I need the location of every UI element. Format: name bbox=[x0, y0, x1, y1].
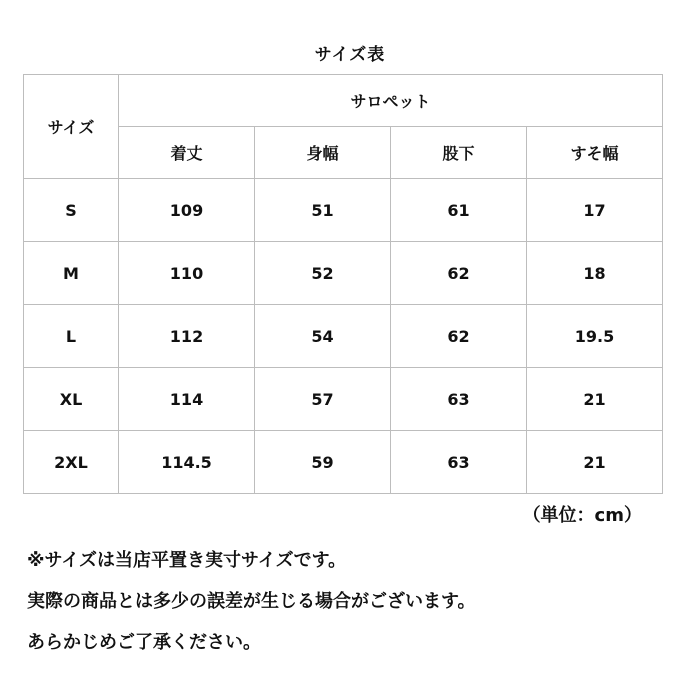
page-title: サイズ表 bbox=[314, 45, 386, 65]
size-table bbox=[23, 74, 663, 494]
table-header-row bbox=[24, 75, 663, 127]
table-row bbox=[24, 431, 663, 494]
size-cell: M bbox=[24, 242, 119, 305]
value-cell: 63 bbox=[391, 431, 527, 494]
value-cell: 19.5 bbox=[527, 305, 663, 368]
product-header-cell: サロペット bbox=[119, 75, 663, 127]
value-cell: 110 bbox=[119, 242, 255, 305]
value-cell: 21 bbox=[527, 368, 663, 431]
value-cell: 52 bbox=[255, 242, 391, 305]
note-line: ※サイズは当店平置き実寸サイズです。 bbox=[27, 550, 347, 571]
value-cell: 21 bbox=[527, 431, 663, 494]
size-cell: S bbox=[24, 179, 119, 242]
value-cell: 62 bbox=[391, 242, 527, 305]
value-cell: 59 bbox=[255, 431, 391, 494]
column-header-inseam: 股下 bbox=[391, 127, 527, 179]
size-cell: L bbox=[24, 305, 119, 368]
value-cell: 112 bbox=[119, 305, 255, 368]
value-cell: 57 bbox=[255, 368, 391, 431]
size-header-cell: サイズ bbox=[24, 75, 119, 179]
value-cell: 51 bbox=[255, 179, 391, 242]
size-cell: XL bbox=[24, 368, 119, 431]
table-row bbox=[24, 368, 663, 431]
value-cell: 17 bbox=[527, 179, 663, 242]
table-row bbox=[24, 305, 663, 368]
unit-note: （単位：cm） bbox=[522, 505, 642, 526]
note-line: あらかじめご了承ください。 bbox=[27, 632, 261, 653]
value-cell: 63 bbox=[391, 368, 527, 431]
value-cell: 18 bbox=[527, 242, 663, 305]
note-line: 実際の商品とは多少の誤差が生じる場合がございます。 bbox=[27, 591, 476, 612]
table-row bbox=[24, 179, 663, 242]
notes bbox=[27, 540, 476, 663]
column-header-width: 身幅 bbox=[255, 127, 391, 179]
value-cell: 54 bbox=[255, 305, 391, 368]
value-cell: 61 bbox=[391, 179, 527, 242]
value-cell: 62 bbox=[391, 305, 527, 368]
column-header-length: 着丈 bbox=[119, 127, 255, 179]
column-header-hem-width: すそ幅 bbox=[527, 127, 663, 179]
size-cell: 2XL bbox=[24, 431, 119, 494]
value-cell: 114 bbox=[119, 368, 255, 431]
measurement-header-row bbox=[24, 127, 663, 179]
table-row bbox=[24, 242, 663, 305]
value-cell: 109 bbox=[119, 179, 255, 242]
value-cell: 114.5 bbox=[119, 431, 255, 494]
